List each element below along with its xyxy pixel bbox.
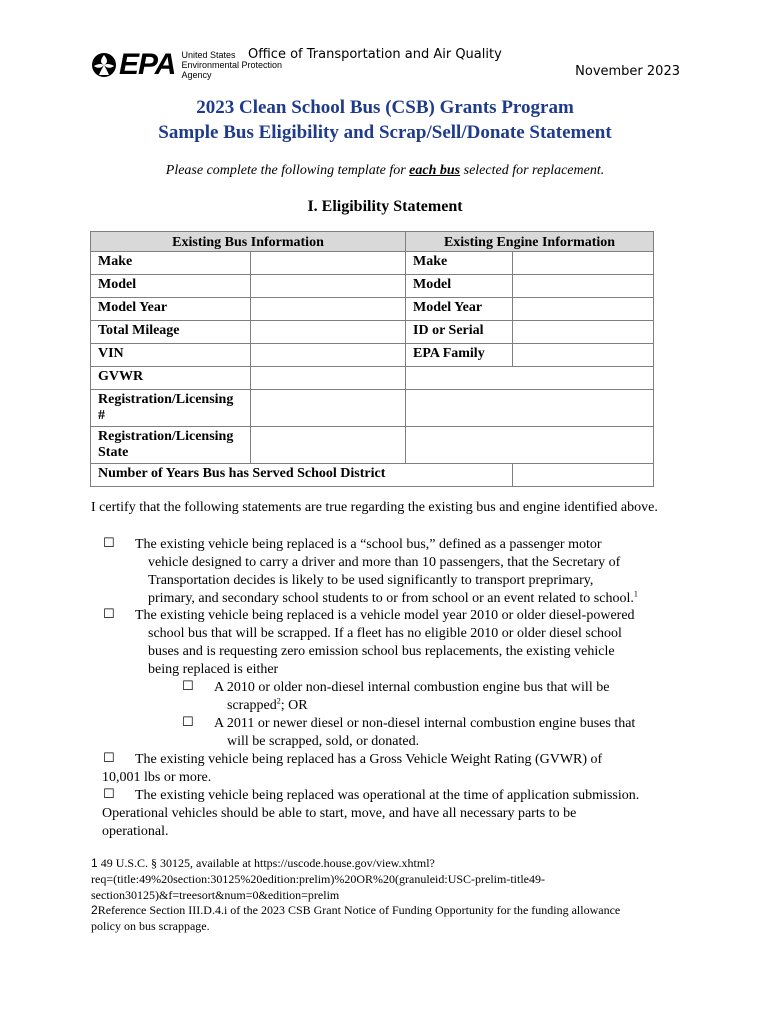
empty-cell [406, 390, 654, 427]
years-served-label: Number of Years Bus has Served School District [91, 464, 513, 487]
statement-2-checkbox[interactable]: ☐ [103, 607, 115, 622]
engine-info-header: Existing Engine Information [406, 232, 654, 252]
statement-1-checkbox[interactable]: ☐ [103, 536, 115, 551]
years-served-field[interactable] [513, 464, 654, 487]
table-row [91, 390, 654, 427]
engine-epa-family-label: EPA Family [406, 344, 513, 367]
office-name: Office of Transportation and Air Quality [248, 47, 502, 62]
statement-1-line: The existing vehicle being replaced is a “school bus,” defined as a passenger motor [135, 537, 602, 552]
engine-serial-label: ID or Serial [406, 321, 513, 344]
statement-1-text: primary, and secondary school students to or from school or an event related to school. [148, 591, 634, 606]
epa-logo-text: EPA [119, 48, 176, 81]
statement-2a-checkbox[interactable]: ☐ [182, 679, 194, 694]
bus-model-label: Model [91, 275, 251, 298]
document-date: November 2023 [575, 64, 680, 79]
footnote-1-number: 1 [91, 856, 98, 870]
document-subtitle: Sample Bus Eligibility and Scrap/Sell/Donate Statement [158, 122, 612, 143]
statement-3-checkbox[interactable]: ☐ [103, 751, 115, 766]
engine-serial-field[interactable] [513, 321, 654, 344]
bus-registration-state-field[interactable] [251, 427, 406, 464]
bus-make-label: Make [91, 252, 251, 275]
footnote-2 [91, 902, 691, 934]
statement-2a-line: A 2010 or older non-diesel internal combustion engine bus that will be [214, 680, 610, 695]
section-heading: I. Eligibility Statement [307, 198, 463, 215]
statement-2-line: buses and is requesting zero emission school bus replacements, the existing vehicle [148, 644, 615, 659]
statement-4-line: The existing vehicle being replaced was operational at the time of application submission. [135, 788, 640, 803]
statement-4-line: Operational vehicles should be able to start, move, and have all necessary parts to be [102, 806, 577, 821]
agency-line: United States [181, 50, 236, 60]
statement-1-line: Transportation decides is likely to be used significantly to transport preprimary, [148, 573, 594, 588]
engine-make-label: Make [406, 252, 513, 275]
bus-vin-label: VIN [91, 344, 251, 367]
table-row [91, 464, 654, 487]
footnote-1-line: section30125)&f=treesort&num=0&edition=prelim [91, 888, 340, 902]
footnote-2-text: Reference Section III.D.4.i of the 2023 CSB Grant Notice of Funding Opportunity for the funding allowance [97, 903, 621, 917]
statement-2a-text: scrapped [227, 698, 277, 713]
statement-3-line: The existing vehicle being replaced has a Gross Vehicle Weight Rating (GVWR) of [135, 752, 603, 767]
footnote-ref-1: 1 [633, 589, 638, 599]
footnote-2-line [91, 902, 691, 918]
footnote-ref-2: 2 [276, 696, 281, 706]
footnote-1-text: 49 U.S.C. § 30125, available at https://uscode.house.gov/view.xhtml? [97, 856, 435, 870]
empty-cell [406, 367, 654, 390]
statement-2b-line: will be scrapped, sold, or donated. [227, 734, 420, 749]
bus-vin-field[interactable] [251, 344, 406, 367]
bus-model-year-label: Model Year [91, 298, 251, 321]
agency-line: Agency [181, 70, 212, 80]
table-row [91, 252, 654, 275]
instruction-after: selected for replacement. [460, 163, 605, 178]
engine-model-year-field[interactable] [513, 298, 654, 321]
statement-2-line: The existing vehicle being replaced is a vehicle model year 2010 or older diesel-powered [135, 608, 635, 623]
table-header-row [91, 232, 654, 252]
engine-make-field[interactable] [513, 252, 654, 275]
instruction-emphasis: each bus [409, 163, 461, 178]
statement-3-line: 10,001 lbs or more. [102, 770, 212, 785]
instruction-before: Please complete the following template for [165, 163, 410, 178]
bus-registration-state-label: Registration/Licensing State [91, 427, 251, 464]
statement-2b-line: A 2011 or newer diesel or non-diesel internal combustion engine buses that [214, 716, 636, 731]
engine-epa-family-field[interactable] [513, 344, 654, 367]
bus-gvwr-field[interactable] [251, 367, 406, 390]
bus-info-header: Existing Bus Information [91, 232, 406, 252]
statement-2a-text-end: ; OR [280, 698, 308, 713]
statement-4-line: operational. [102, 824, 169, 839]
table-row [91, 321, 654, 344]
eligibility-table [90, 231, 654, 487]
bus-gvwr-label: GVWR [91, 367, 251, 390]
table-row [91, 427, 654, 464]
epa-flower-icon [91, 52, 117, 78]
statement-2-line: school bus that will be scrapped. If a fleet has no eligible 2010 or older diesel school [148, 626, 622, 641]
bus-mileage-label: Total Mileage [91, 321, 251, 344]
instruction-text [0, 163, 770, 179]
table-row [91, 275, 654, 298]
agency-line: Environmental Protection [181, 60, 283, 70]
statement-4-checkbox[interactable]: ☐ [103, 787, 115, 802]
footnote-1 [91, 855, 691, 903]
footnote-2-number: 2 [91, 903, 98, 917]
statement-1-line [148, 590, 638, 608]
engine-model-label: Model [406, 275, 513, 298]
bus-model-year-field[interactable] [251, 298, 406, 321]
empty-cell [406, 427, 654, 464]
footnote-2-line: policy on bus scrappage. [91, 919, 210, 933]
bus-registration-number-label: Registration/Licensing # [91, 390, 251, 427]
engine-model-year-label: Model Year [406, 298, 513, 321]
table-row [91, 344, 654, 367]
certify-intro: I certify that the following statements are true regarding the existing bus and engine identified above. [91, 500, 658, 515]
statement-2b-checkbox[interactable]: ☐ [182, 715, 194, 730]
bus-make-field[interactable] [251, 252, 406, 275]
bus-mileage-field[interactable] [251, 321, 406, 344]
table-row [91, 298, 654, 321]
statement-2-line: being replaced is either [148, 662, 279, 677]
bus-registration-number-field[interactable] [251, 390, 406, 427]
footnote-1-line [91, 855, 691, 871]
statement-1-line: vehicle designed to carry a driver and more than 10 passengers, that the Secretary of [148, 555, 621, 570]
engine-model-field[interactable] [513, 275, 654, 298]
table-row [91, 367, 654, 390]
footnote-1-line: req=(title:49%20section:30125%20edition:prelim)%20OR%20(granuleid:USC-prelim-title49- [91, 872, 546, 886]
statement-2a-line [227, 697, 308, 715]
bus-model-field[interactable] [251, 275, 406, 298]
document-title: 2023 Clean School Bus (CSB) Grants Program [196, 97, 574, 118]
